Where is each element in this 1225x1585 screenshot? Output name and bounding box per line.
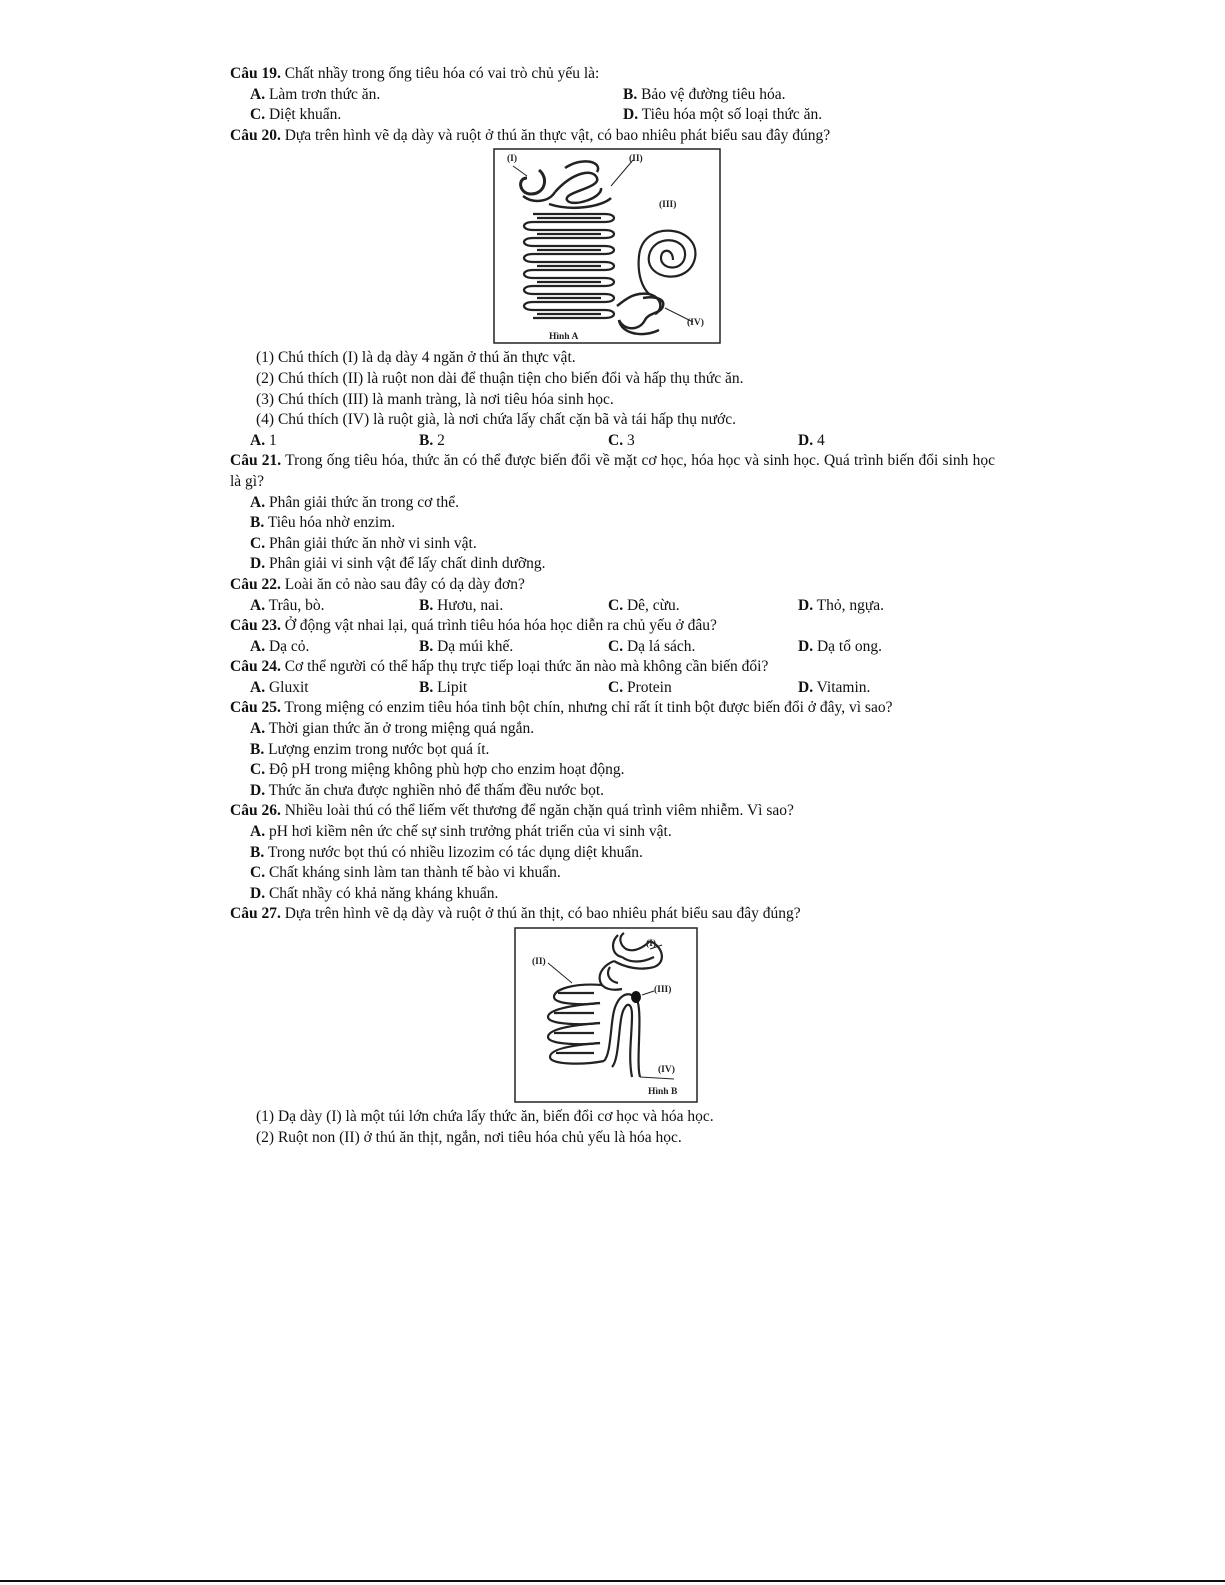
option-b: B. 2	[419, 431, 445, 449]
question-22	[230, 575, 995, 596]
question-20	[230, 126, 995, 147]
option-a: A. Trâu, bò.	[250, 596, 325, 614]
figure-label: (II)	[532, 957, 546, 967]
question-label: Câu 25.	[230, 699, 281, 717]
option-d: D. Thỏ, ngựa.	[798, 596, 885, 614]
herbivore-gut-drawing	[493, 148, 721, 344]
question-26	[230, 801, 995, 822]
option-c: C. Phân giải thức ăn nhờ vi sinh vật.	[250, 534, 477, 552]
option-b: B. Tiêu hóa nhờ enzim.	[250, 514, 396, 532]
options-row	[230, 105, 995, 126]
option-b: B. Bảo vệ đường tiêu hóa.	[623, 85, 786, 103]
bottom-rule	[0, 1580, 1225, 1582]
option-c: C. Dê, cừu.	[608, 596, 680, 614]
question-25	[230, 698, 995, 719]
option-b: B. Hươu, nai.	[419, 596, 504, 614]
question-19	[230, 64, 995, 85]
question-24	[230, 657, 995, 678]
statement: (1) Chú thích (I) là dạ dày 4 ngăn ở thú ăn thực vật.	[256, 349, 576, 367]
question-27	[230, 904, 995, 925]
option-a: A. pH hơi kiềm nên ức chế sự sinh trưởng phát triển của vi sinh vật.	[250, 823, 672, 841]
option-a: A. 1	[250, 431, 277, 449]
statement: (1) Dạ dày (I) là một túi lớn chứa lấy thức ăn, biến đổi cơ học và hóa học.	[256, 1108, 714, 1125]
option-b: B. Dạ múi khế.	[419, 637, 514, 655]
question-text: Cơ thể người có thể hấp thụ trực tiếp loại thức ăn nào mà không cần biến đổi?	[280, 658, 769, 676]
option-b: B. Lượng enzim trong nước bọt quá ít.	[250, 740, 490, 758]
question-label: Câu 27.	[230, 905, 281, 923]
option-b: B. Lipit	[419, 678, 468, 696]
figure-label: (I)	[507, 154, 518, 165]
option-d: D. Dạ tổ ong.	[798, 637, 882, 655]
question-text: Nhiều loài thú có thể liếm vết thương để ngăn chặn quá trình viêm nhiễm. Vì sao?	[280, 802, 794, 820]
question-label: Câu 24.	[230, 658, 281, 676]
options-row	[230, 431, 995, 452]
figure-carnivore-digestive-tract	[514, 927, 698, 1103]
question-text: Dựa trên hình vẽ dạ dày và ruột ở thú ăn thịt, có bao nhiêu phát biểu sau đây đúng?	[280, 905, 801, 923]
option-c: C. 3	[608, 431, 635, 449]
option-d: D. Vitamin.	[798, 678, 871, 696]
figure-label: (IV)	[658, 1065, 675, 1075]
option-a: A. Gluxit	[250, 678, 309, 696]
question-21	[230, 451, 995, 492]
question-text: Dựa trên hình vẽ dạ dày và ruột ở thú ăn thực vật, có bao nhiêu phát biểu sau đây đúng?	[280, 126, 831, 144]
figure-caption: Hình A	[549, 332, 579, 343]
option-c: C. Diệt khuẩn.	[250, 106, 342, 124]
question-text: Chất nhầy trong ống tiêu hóa có vai trò chủ yếu là:	[280, 65, 600, 82]
option-c: C. Dạ lá sách.	[608, 637, 696, 655]
question-label: Câu 23.	[230, 617, 281, 635]
option-a: A. Làm trơn thức ăn.	[250, 85, 381, 103]
figure-caption: Hình B	[648, 1087, 678, 1097]
question-label: Câu 26.	[230, 802, 281, 820]
figure-label: (III)	[659, 200, 677, 211]
option-d: D. 4	[798, 431, 825, 449]
question-text: Trong miệng có enzim tiêu hóa tinh bột chín, nhưng chỉ rất ít tinh bột được biến đổi ở đây, vì sao?	[280, 699, 893, 717]
statement: (3) Chú thích (III) là manh tràng, là nơi tiêu hóa sinh học.	[256, 390, 614, 408]
carnivore-gut-drawing	[514, 927, 698, 1103]
option-c: C. Độ pH trong miệng không phù hợp cho enzim hoạt động.	[250, 761, 625, 779]
question-23	[230, 616, 995, 637]
figure-herbivore-digestive-tract	[493, 148, 721, 344]
figure-label: (II)	[629, 154, 643, 165]
question-text: Loài ăn cỏ nào sau đây có dạ dày đơn?	[280, 575, 525, 593]
option-d: D. Thức ăn chưa được nghiền nhỏ để thấm đều nước bọt.	[250, 781, 605, 799]
figure-label: (I)	[646, 939, 657, 949]
option-b: B. Trong nước bọt thú có nhiều lizozim có tác dụng diệt khuẩn.	[250, 843, 643, 861]
option-d: D. Phân giải vi sinh vật để lấy chất dinh dưỡng.	[250, 555, 546, 573]
question-text: Trong ống tiêu hóa, thức ăn có thể được biến đổi về mặt cơ học, hóa học và sinh học. Quá trình biến đổi sinh học là gì?	[230, 452, 995, 490]
option-d: D. Chất nhầy có khả năng kháng khuẩn.	[250, 884, 499, 902]
exam-page	[230, 64, 995, 1148]
figure-label: (III)	[654, 985, 672, 995]
option-a: A. Phân giải thức ăn trong cơ thể.	[250, 493, 460, 511]
statement: (4) Chú thích (IV) là ruột già, là nơi chứa lấy chất cặn bã và tái hấp thụ nước.	[256, 411, 736, 429]
options-row	[230, 637, 995, 658]
question-text: Ở động vật nhai lại, quá trình tiêu hóa hóa học diễn ra chủ yếu ở đâu?	[280, 617, 717, 635]
question-label: Câu 22.	[230, 575, 281, 593]
statement: (2) Chú thích (II) là ruột non dài để thuận tiện cho biến đổi và hấp thụ thức ăn.	[256, 369, 744, 387]
statement: (2) Ruột non (II) ở thú ăn thịt, ngắn, nơi tiêu hóa chủ yếu là hóa học.	[256, 1128, 682, 1146]
question-label: Câu 19.	[230, 65, 281, 82]
option-a: A. Dạ cỏ.	[250, 637, 310, 655]
option-c: C. Protein	[608, 678, 672, 696]
options-row	[230, 678, 995, 699]
question-label: Câu 21.	[230, 452, 282, 470]
question-label: Câu 20.	[230, 126, 281, 144]
option-c: C. Chất kháng sinh làm tan thành tế bào vi khuẩn.	[250, 864, 561, 882]
option-a: A. Thời gian thức ăn ở trong miệng quá ngắn.	[250, 720, 535, 738]
option-d: D. Tiêu hóa một số loại thức ăn.	[623, 106, 823, 124]
figure-label: (IV)	[687, 318, 704, 329]
options-row	[230, 85, 995, 106]
options-row	[230, 596, 995, 617]
